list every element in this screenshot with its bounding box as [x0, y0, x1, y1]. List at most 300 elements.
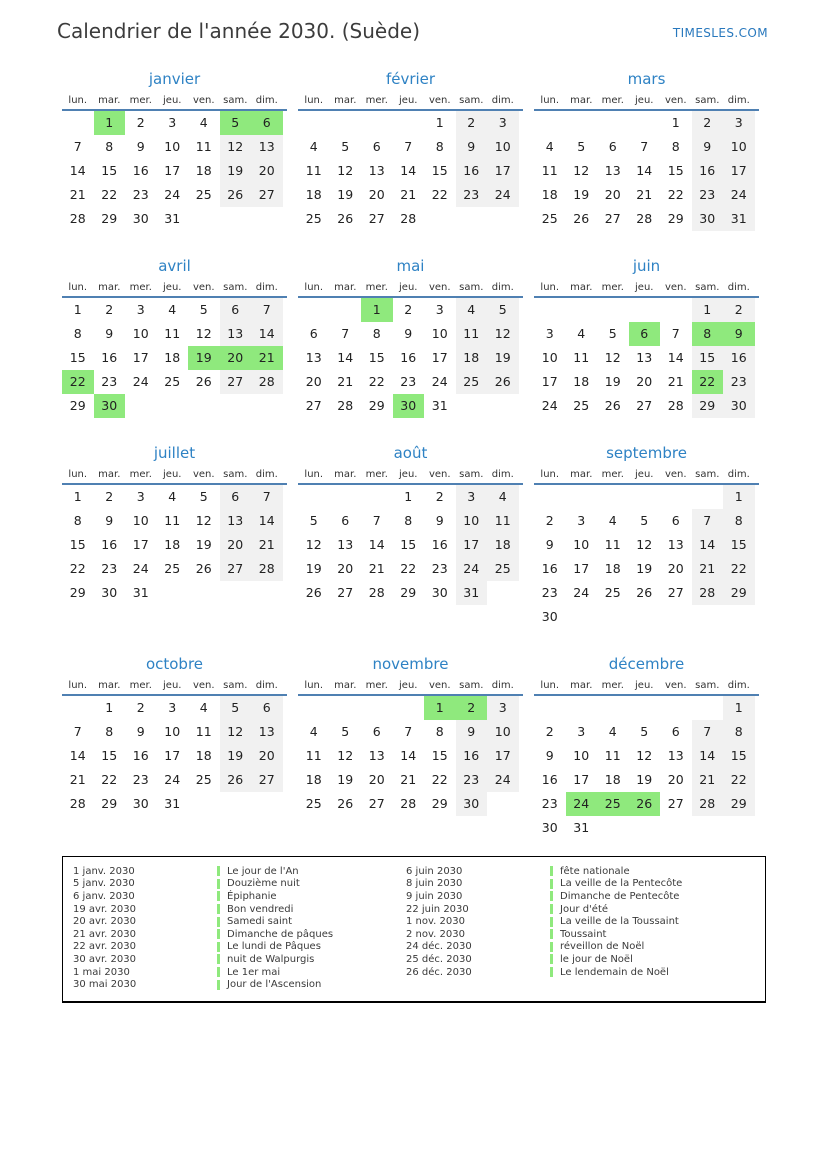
- day-cell: 26: [337, 796, 354, 811]
- day-cell: 3: [487, 696, 519, 720]
- weekday-label: mar.: [334, 680, 357, 691]
- weekday-label: jeu.: [163, 680, 182, 691]
- day-cell: 21: [692, 557, 724, 581]
- day-cell: 24: [723, 183, 755, 207]
- day-cell: 30: [541, 820, 558, 835]
- day-cell: 21: [251, 533, 283, 557]
- weekday-label: sam.: [695, 282, 720, 293]
- day-cell: 17: [487, 159, 519, 183]
- weekday-label: ven.: [192, 95, 215, 106]
- day-cell: 17: [431, 350, 448, 365]
- day-cell: 25: [604, 585, 621, 600]
- day-cell: 27: [337, 585, 354, 600]
- day-cell: 25: [597, 792, 629, 816]
- weekday-label: lun.: [304, 680, 324, 691]
- day-cell: 14: [69, 163, 86, 178]
- day-cell: 18: [195, 748, 212, 763]
- day-cell: 8: [723, 509, 755, 533]
- legend-holiday-name: Le jour de l'An: [227, 865, 299, 877]
- weekday-label: mar.: [334, 95, 357, 106]
- legend-row: [406, 865, 761, 878]
- empty-cell: [330, 485, 362, 509]
- weekday-label: mar.: [570, 680, 593, 691]
- weekday-label: lun.: [304, 95, 324, 106]
- legend-row: [406, 966, 761, 979]
- day-cell: 11: [604, 748, 621, 763]
- day-cell: 10: [164, 724, 181, 739]
- day-cell: 5: [577, 139, 586, 154]
- day-cell: 12: [195, 513, 212, 528]
- empty-cell: [597, 485, 629, 509]
- day-cell: 3: [136, 302, 145, 317]
- legend-date: 26 déc. 2030: [406, 966, 472, 978]
- day-cell: 17: [456, 533, 488, 557]
- day-cell: 13: [636, 350, 653, 365]
- month-juillet: [62, 444, 287, 605]
- day-cell: 1: [424, 696, 456, 720]
- day-cell: 9: [692, 135, 724, 159]
- legend-holiday-name: Le lundi de Pâques: [227, 941, 321, 953]
- day-cell: 24: [573, 585, 590, 600]
- holiday-marker-icon: [217, 967, 220, 977]
- legend-row: [73, 928, 406, 941]
- day-cell: 24: [164, 772, 181, 787]
- day-cell: 16: [456, 744, 488, 768]
- holiday-marker-icon: [217, 942, 220, 952]
- day-cell: 4: [456, 298, 488, 322]
- holiday-marker-icon: [217, 980, 220, 990]
- day-cell: 11: [541, 163, 558, 178]
- weekday-label: sam.: [459, 95, 484, 106]
- day-cell: 10: [573, 748, 590, 763]
- day-cell: 8: [435, 139, 444, 154]
- holiday-marker-icon: [217, 917, 220, 927]
- days-grid: [534, 696, 759, 840]
- month-mars: [534, 70, 759, 231]
- empty-cell: [566, 696, 598, 720]
- day-cell: 14: [251, 322, 283, 346]
- empty-cell: [629, 696, 661, 720]
- day-cell: 19: [195, 537, 212, 552]
- day-cell: 3: [487, 111, 519, 135]
- day-cell: 25: [305, 211, 322, 226]
- day-cell: 15: [69, 537, 86, 552]
- legend-row: [73, 865, 406, 878]
- day-cell: 29: [69, 585, 86, 600]
- legend-row: [406, 953, 761, 966]
- day-cell: 30: [132, 211, 149, 226]
- day-cell: 20: [667, 561, 684, 576]
- legend-row: [406, 941, 761, 954]
- day-cell: 18: [487, 533, 519, 557]
- weekday-header-row: [534, 282, 759, 298]
- day-cell: 24: [541, 398, 558, 413]
- weekday-label: mar.: [98, 469, 121, 480]
- day-cell: 26: [636, 585, 653, 600]
- day-cell: 26: [195, 374, 212, 389]
- day-cell: 5: [608, 326, 617, 341]
- day-cell: 4: [168, 489, 177, 504]
- day-cell: 20: [604, 187, 621, 202]
- day-cell: 26: [629, 792, 661, 816]
- day-cell: 25: [573, 398, 590, 413]
- day-cell: 24: [132, 561, 149, 576]
- page-header: [0, 0, 827, 43]
- day-cell: 5: [341, 139, 350, 154]
- day-cell: 30: [94, 394, 126, 418]
- day-cell: 17: [487, 744, 519, 768]
- day-cell: 16: [132, 748, 149, 763]
- day-cell: 11: [456, 322, 488, 346]
- day-cell: 1: [73, 489, 82, 504]
- day-cell: 24: [456, 557, 488, 581]
- day-cell: 27: [305, 398, 322, 413]
- day-cell: 21: [337, 374, 354, 389]
- day-cell: 6: [220, 485, 252, 509]
- legend-holiday-name: Samedi saint: [227, 916, 293, 928]
- day-cell: 28: [251, 370, 283, 394]
- day-cell: 16: [431, 537, 448, 552]
- day-cell: 12: [573, 163, 590, 178]
- day-cell: 6: [372, 139, 381, 154]
- day-cell: 15: [431, 163, 448, 178]
- day-cell: 13: [251, 720, 283, 744]
- days-grid: [298, 485, 523, 605]
- weekday-label: sam.: [223, 282, 248, 293]
- day-cell: 16: [101, 537, 118, 552]
- day-cell: 11: [195, 139, 212, 154]
- day-cell: 3: [168, 115, 177, 130]
- month-septembre: [534, 444, 759, 629]
- holiday-marker-icon: [550, 929, 553, 939]
- day-cell: 27: [667, 796, 684, 811]
- legend-date: 20 avr. 2030: [73, 916, 136, 928]
- day-cell: 6: [608, 139, 617, 154]
- legend-holiday-name: La veille de la Pentecôte: [560, 878, 683, 890]
- day-cell: 30: [393, 394, 425, 418]
- day-cell: 9: [723, 322, 755, 346]
- day-cell: 21: [368, 561, 385, 576]
- day-cell: 7: [251, 485, 283, 509]
- empty-cell: [361, 111, 393, 135]
- weekday-label: mer.: [601, 95, 624, 106]
- legend-holiday-name: Le lendemain de Noël: [560, 966, 669, 978]
- day-cell: 30: [101, 585, 118, 600]
- day-cell: 26: [573, 211, 590, 226]
- empty-cell: [393, 696, 425, 720]
- day-cell: 31: [723, 207, 755, 231]
- day-cell: 4: [487, 485, 519, 509]
- day-cell: 6: [671, 513, 680, 528]
- month-title: janvier: [148, 70, 201, 88]
- legend-holiday-name: réveillon de Noël: [560, 941, 645, 953]
- weekday-label: lun.: [68, 95, 88, 106]
- day-cell: 4: [577, 326, 586, 341]
- day-cell: 19: [220, 744, 252, 768]
- legend-holiday-name: Douzième nuit: [227, 878, 300, 890]
- empty-cell: [62, 696, 94, 720]
- day-cell: 21: [692, 768, 724, 792]
- weekday-header-row: [534, 680, 759, 696]
- day-cell: 7: [404, 139, 413, 154]
- legend-row: [406, 878, 761, 891]
- day-cell: 27: [220, 557, 252, 581]
- legend-row: [406, 890, 761, 903]
- day-cell: 4: [309, 724, 318, 739]
- day-cell: 29: [667, 211, 684, 226]
- day-cell: 9: [404, 326, 413, 341]
- day-cell: 20: [305, 374, 322, 389]
- legend-date: 8 juin 2030: [406, 878, 463, 890]
- weekday-label: lun.: [304, 282, 324, 293]
- legend-row: [406, 903, 761, 916]
- day-cell: 10: [541, 350, 558, 365]
- weekday-label: sam.: [695, 469, 720, 480]
- day-cell: 6: [341, 513, 350, 528]
- days-grid: [62, 298, 287, 418]
- day-cell: 13: [220, 509, 252, 533]
- day-cell: 15: [69, 350, 86, 365]
- empty-cell: [660, 485, 692, 509]
- day-cell: 18: [305, 772, 322, 787]
- day-cell: 31: [164, 211, 181, 226]
- weekday-label: dim.: [255, 282, 278, 293]
- weekday-label: mer.: [601, 680, 624, 691]
- empty-cell: [566, 111, 598, 135]
- weekday-label: ven.: [192, 469, 215, 480]
- legend-column-left: [73, 865, 406, 991]
- weekday-label: sam.: [695, 95, 720, 106]
- holiday-marker-icon: [550, 866, 553, 876]
- day-cell: 1: [671, 115, 680, 130]
- month-août: [298, 444, 523, 605]
- legend-row: [73, 915, 406, 928]
- day-cell: 25: [164, 561, 181, 576]
- month-octobre: [62, 655, 287, 816]
- day-cell: 14: [368, 537, 385, 552]
- days-grid: [62, 696, 287, 816]
- empty-cell: [692, 696, 724, 720]
- day-cell: 1: [692, 298, 724, 322]
- day-cell: 28: [400, 211, 417, 226]
- day-cell: 12: [220, 135, 252, 159]
- day-cell: 10: [164, 139, 181, 154]
- day-cell: 29: [431, 796, 448, 811]
- empty-cell: [534, 696, 566, 720]
- day-cell: 6: [671, 724, 680, 739]
- month-title: septembre: [606, 444, 687, 462]
- weekday-label: mar.: [570, 282, 593, 293]
- weekday-label: dim.: [491, 282, 514, 293]
- day-cell: 12: [305, 537, 322, 552]
- day-cell: 14: [636, 163, 653, 178]
- legend-holiday-name: Le 1er mai: [227, 966, 281, 978]
- weekday-label: mer.: [365, 469, 388, 480]
- day-cell: 23: [541, 585, 558, 600]
- day-cell: 12: [220, 720, 252, 744]
- weekday-label: ven.: [664, 282, 687, 293]
- day-cell: 30: [456, 792, 488, 816]
- weekday-label: ven.: [428, 469, 451, 480]
- site-link[interactable]: TIMESLES.COM: [672, 26, 768, 40]
- legend-holiday-name: Bon vendredi: [227, 903, 294, 915]
- day-cell: 6: [251, 696, 283, 720]
- day-cell: 3: [577, 513, 586, 528]
- day-cell: 26: [604, 398, 621, 413]
- day-cell: 21: [69, 772, 86, 787]
- day-cell: 12: [337, 163, 354, 178]
- day-cell: 25: [195, 187, 212, 202]
- day-cell: 16: [132, 163, 149, 178]
- day-cell: 1: [105, 700, 114, 715]
- legend-holiday-name: La veille de la Toussaint: [560, 916, 679, 928]
- day-cell: 17: [132, 350, 149, 365]
- weekday-label: jeu.: [399, 680, 418, 691]
- month-title: août: [393, 444, 428, 462]
- day-cell: 31: [132, 585, 149, 600]
- weekday-label: mar.: [98, 680, 121, 691]
- day-cell: 12: [604, 350, 621, 365]
- day-cell: 7: [73, 139, 82, 154]
- day-cell: 25: [487, 557, 519, 581]
- day-cell: 8: [73, 326, 82, 341]
- legend-date: 19 avr. 2030: [73, 903, 136, 915]
- day-cell: 16: [400, 350, 417, 365]
- day-cell: 6: [629, 322, 661, 346]
- day-cell: 21: [400, 772, 417, 787]
- weekday-header-row: [534, 469, 759, 485]
- day-cell: 1: [404, 489, 413, 504]
- day-cell: 30: [541, 609, 558, 624]
- day-cell: 14: [69, 748, 86, 763]
- legend-holiday-name: Épiphanie: [227, 890, 277, 902]
- day-cell: 23: [456, 183, 488, 207]
- day-cell: 26: [305, 585, 322, 600]
- day-cell: 29: [101, 211, 118, 226]
- legend-date: 30 mai 2030: [73, 979, 137, 991]
- weekday-label: jeu.: [399, 95, 418, 106]
- day-cell: 2: [435, 489, 444, 504]
- legend-date: 24 déc. 2030: [406, 941, 472, 953]
- day-cell: 12: [636, 748, 653, 763]
- day-cell: 17: [573, 772, 590, 787]
- legend-row: [73, 966, 406, 979]
- day-cell: 20: [337, 561, 354, 576]
- empty-cell: [534, 111, 566, 135]
- day-cell: 14: [400, 163, 417, 178]
- day-cell: 28: [667, 398, 684, 413]
- day-cell: 27: [220, 370, 252, 394]
- day-cell: 28: [636, 211, 653, 226]
- legend-date: 6 juin 2030: [406, 865, 463, 877]
- weekday-label: mer.: [601, 282, 624, 293]
- day-cell: 28: [400, 796, 417, 811]
- weekday-label: sam.: [459, 469, 484, 480]
- legend-holiday-name: Jour de l'Ascension: [227, 979, 322, 991]
- day-cell: 21: [667, 374, 684, 389]
- day-cell: 6: [220, 298, 252, 322]
- day-cell: 7: [671, 326, 680, 341]
- day-cell: 7: [73, 724, 82, 739]
- weekday-label: ven.: [664, 95, 687, 106]
- weekday-label: jeu.: [635, 680, 654, 691]
- weekday-label: lun.: [68, 680, 88, 691]
- day-cell: 23: [132, 187, 149, 202]
- month-juin: [534, 257, 759, 418]
- weekday-label: ven.: [428, 282, 451, 293]
- day-cell: 9: [105, 513, 114, 528]
- day-cell: 11: [164, 513, 181, 528]
- weekday-header-row: [62, 680, 287, 696]
- day-cell: 18: [164, 537, 181, 552]
- day-cell: 13: [251, 135, 283, 159]
- legend-date: 1 janv. 2030: [73, 865, 135, 877]
- weekday-label: mer.: [129, 282, 152, 293]
- day-cell: 10: [723, 135, 755, 159]
- legend-column-right: [406, 865, 761, 991]
- weekday-label: ven.: [664, 469, 687, 480]
- days-grid: [298, 298, 523, 418]
- day-cell: 23: [101, 374, 118, 389]
- day-cell: 2: [692, 111, 724, 135]
- day-cell: 2: [456, 111, 488, 135]
- day-cell: 2: [136, 700, 145, 715]
- day-cell: 15: [431, 748, 448, 763]
- day-cell: 5: [487, 298, 519, 322]
- day-cell: 8: [404, 513, 413, 528]
- day-cell: 8: [435, 724, 444, 739]
- legend-row: [73, 953, 406, 966]
- day-cell: 30: [431, 585, 448, 600]
- day-cell: 16: [541, 772, 558, 787]
- days-grid: [534, 298, 759, 418]
- empty-cell: [534, 298, 566, 322]
- days-grid: [298, 696, 523, 816]
- holiday-marker-icon: [217, 866, 220, 876]
- legend-holiday-name: Toussaint: [560, 928, 607, 940]
- day-cell: 15: [723, 533, 755, 557]
- holiday-marker-icon: [550, 904, 553, 914]
- weekday-label: jeu.: [635, 282, 654, 293]
- weekday-label: dim.: [255, 680, 278, 691]
- weekday-label: mar.: [98, 95, 121, 106]
- day-cell: 31: [573, 820, 590, 835]
- day-cell: 6: [251, 111, 283, 135]
- empty-cell: [330, 111, 362, 135]
- month-mai: [298, 257, 523, 418]
- day-cell: 12: [337, 748, 354, 763]
- day-cell: 11: [604, 537, 621, 552]
- empty-cell: [566, 298, 598, 322]
- weekday-label: mer.: [129, 95, 152, 106]
- day-cell: 18: [305, 187, 322, 202]
- holiday-marker-icon: [217, 954, 220, 964]
- legend-date: 1 mai 2030: [73, 966, 130, 978]
- month-title: mai: [396, 257, 425, 275]
- day-cell: 21: [69, 187, 86, 202]
- day-cell: 19: [337, 772, 354, 787]
- legend-date: 21 avr. 2030: [73, 928, 136, 940]
- day-cell: 16: [101, 350, 118, 365]
- day-cell: 15: [667, 163, 684, 178]
- day-cell: 28: [337, 398, 354, 413]
- day-cell: 2: [404, 302, 413, 317]
- day-cell: 5: [309, 513, 318, 528]
- day-cell: 28: [69, 796, 86, 811]
- day-cell: 17: [573, 561, 590, 576]
- day-cell: 4: [168, 302, 177, 317]
- empty-cell: [629, 298, 661, 322]
